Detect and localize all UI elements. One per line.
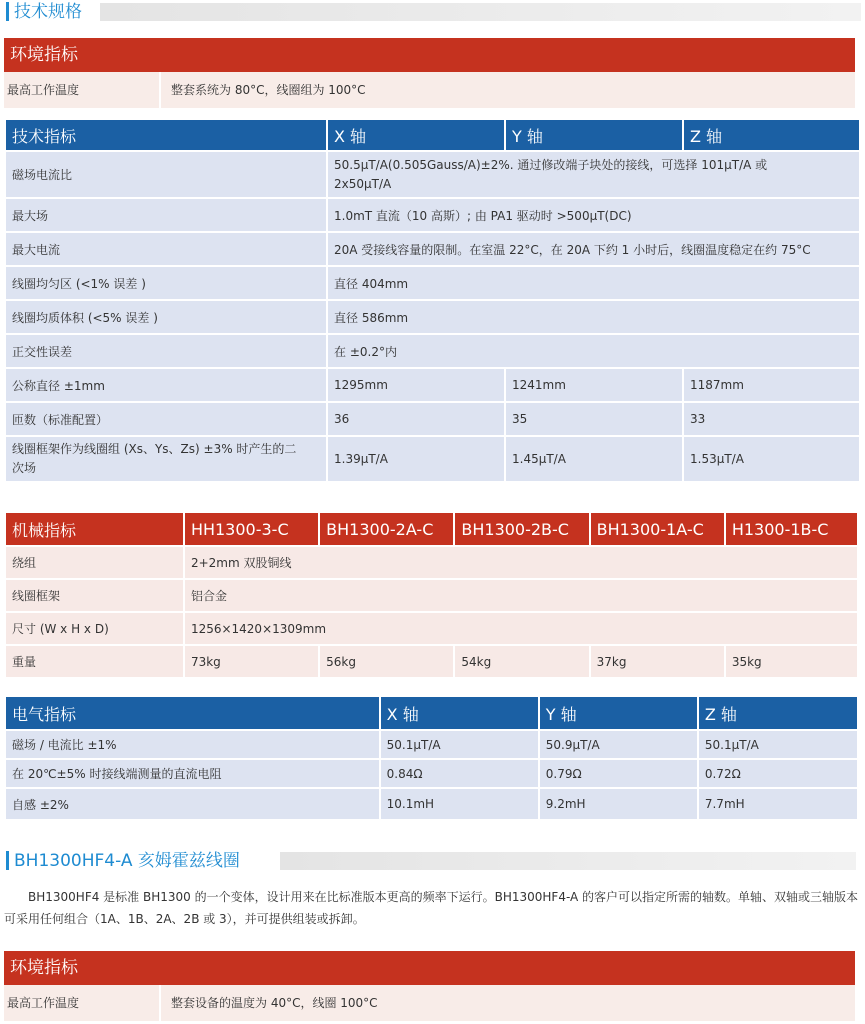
row-label: 最大电流: [6, 233, 326, 265]
x-value: 1.39μT/A: [328, 437, 504, 481]
row-label: 最大场: [6, 199, 326, 231]
row-label: 绕组: [6, 547, 183, 578]
row-value: 铝合金: [185, 580, 857, 611]
env-row: [4, 72, 855, 108]
weight-value: 37kg: [591, 646, 724, 677]
table-row: [6, 369, 859, 401]
table-row: [6, 233, 859, 265]
table-row: [6, 547, 857, 578]
y-value: 1241mm: [506, 369, 682, 401]
table-row: [6, 789, 857, 819]
row-value: 1256×1420×1309mm: [185, 613, 857, 644]
table-header-row: [6, 513, 857, 545]
weight-value: 73kg: [185, 646, 318, 677]
row-value: 直径 404mm: [328, 267, 859, 299]
heading-accent-bar: [6, 2, 9, 21]
row-value: 50.5μT/A(0.505Gauss/A)±2%. 通过修改端子块处的接线，可选择 101μT/A 或 2x50μT/A: [328, 152, 859, 197]
row-label: 匝数（标准配置）: [6, 403, 326, 435]
z-value: 7.7mH: [699, 789, 857, 819]
row-label: 线圈均匀区 (<1% 误差 ): [6, 267, 326, 299]
row-label: 公称直径 ±1mm: [6, 369, 326, 401]
table-header-row: [6, 120, 859, 150]
heading-rule: [280, 852, 856, 870]
row-value: 20A 受接线容量的限制。在室温 22°C，在 20A 下约 1 小时后，线圈温度稳定在约 75°C: [328, 233, 859, 265]
x-value: 50.1μT/A: [381, 731, 538, 758]
table-row: [6, 580, 857, 611]
y-value: 0.79Ω: [540, 760, 697, 787]
y-value: 9.2mH: [540, 789, 697, 819]
table-row: [6, 437, 859, 481]
header-cell: H1300-1B-C: [726, 513, 857, 545]
header-cell: 电气指标: [6, 697, 379, 729]
table-row: [6, 646, 857, 677]
row-label: 线圈均质体积 (<5% 误差 ): [6, 301, 326, 333]
row-label: 磁场 / 电流比 ±1%: [6, 731, 379, 758]
row-value: 2+2mm 双股铜线: [185, 547, 857, 578]
row-label: 线圈框架: [6, 580, 183, 611]
row-value: 在 ±0.2°内: [328, 335, 859, 367]
env-value: 整套系统为 80°C，线圈组为 100°C: [171, 83, 366, 97]
table-row: [6, 152, 859, 197]
header-cell: Z 轴: [699, 697, 857, 729]
z-value: 1.53μT/A: [684, 437, 859, 481]
x-value: 10.1mH: [381, 789, 538, 819]
table-row: [6, 613, 857, 644]
env-header-label: 环境指标: [10, 45, 78, 65]
tech-spec-table: [4, 118, 861, 483]
table-row: [6, 267, 859, 299]
header-cell: 机械指标: [6, 513, 183, 545]
table-row: [6, 335, 859, 367]
electrical-spec-table: [4, 695, 859, 821]
row-label: 尺寸 (W x H x D): [6, 613, 183, 644]
section-title: BH1300HF4-A 亥姆霍兹线圈: [14, 849, 248, 873]
section-heading-specs: [0, 0, 861, 24]
table-row: [6, 199, 859, 231]
y-value: 1.45μT/A: [506, 437, 682, 481]
weight-value: 35kg: [726, 646, 857, 677]
weight-value: 54kg: [455, 646, 588, 677]
table-row: [6, 403, 859, 435]
z-value: 1187mm: [684, 369, 859, 401]
env-header: [4, 38, 855, 72]
header-cell: Z 轴: [684, 120, 859, 150]
heading-accent-bar: [6, 851, 9, 870]
row-label: 重量: [6, 646, 183, 677]
x-value: 0.84Ω: [381, 760, 538, 787]
header-cell: Y 轴: [540, 697, 697, 729]
row-label: 自感 ±2%: [6, 789, 379, 819]
table-header-row: [6, 697, 857, 729]
env-value: 整套设备的温度为 40°C，线圈 100°C: [171, 996, 378, 1010]
env-key: 最高工作温度: [7, 83, 80, 97]
description-paragraph: BH1300HF4 是标准 BH1300 的一个变体，设计用来在比标准版本更高的频率下运行。BH1300HF4-A 的客户可以指定所需的轴数。单轴、双轴或三轴版本可采用任何组合（1A、1B、2A、2B 或 3），并可提供组装或拆卸。: [4, 890, 859, 926]
table-row: [6, 760, 857, 787]
header-cell: Y 轴: [506, 120, 682, 150]
env-key: 最高工作温度: [7, 996, 80, 1010]
heading-rule: [100, 3, 861, 21]
header-cell: BH1300-2A-C: [320, 513, 453, 545]
header-cell: BH1300-1A-C: [591, 513, 724, 545]
divider: [159, 985, 161, 1021]
y-value: 50.9μT/A: [540, 731, 697, 758]
x-value: 36: [328, 403, 504, 435]
section-heading-model: [0, 849, 856, 873]
header-cell: 技术指标: [6, 120, 326, 150]
section-title: 技术规格: [14, 0, 90, 24]
y-value: 35: [506, 403, 682, 435]
z-value: 33: [684, 403, 859, 435]
header-cell: BH1300-2B-C: [455, 513, 588, 545]
divider: [159, 72, 161, 108]
header-cell: X 轴: [381, 697, 538, 729]
mechanical-spec-table: [4, 511, 859, 679]
header-cell: X 轴: [328, 120, 504, 150]
table-row: [6, 301, 859, 333]
table-row: [6, 731, 857, 758]
z-value: 50.1μT/A: [699, 731, 857, 758]
x-value: 1295mm: [328, 369, 504, 401]
env-header: [4, 951, 855, 985]
weight-value: 56kg: [320, 646, 453, 677]
row-value: 1.0mT 直流（10 高斯）; 由 PA1 驱动时 >500μT(DC): [328, 199, 859, 231]
row-value: 直径 586mm: [328, 301, 859, 333]
env-row: [4, 985, 855, 1021]
row-label: 正交性误差: [6, 335, 326, 367]
header-cell: HH1300-3-C: [185, 513, 318, 545]
row-label: 线圈框架作为线圈组 (Xs、Ys、Zs) ±3% 时产生的二次场: [6, 437, 326, 481]
z-value: 0.72Ω: [699, 760, 857, 787]
env-header-label: 环境指标: [10, 958, 78, 978]
row-label: 在 20℃±5% 时接线端测量的直流电阻: [6, 760, 379, 787]
row-label: 磁场电流比: [6, 152, 326, 197]
